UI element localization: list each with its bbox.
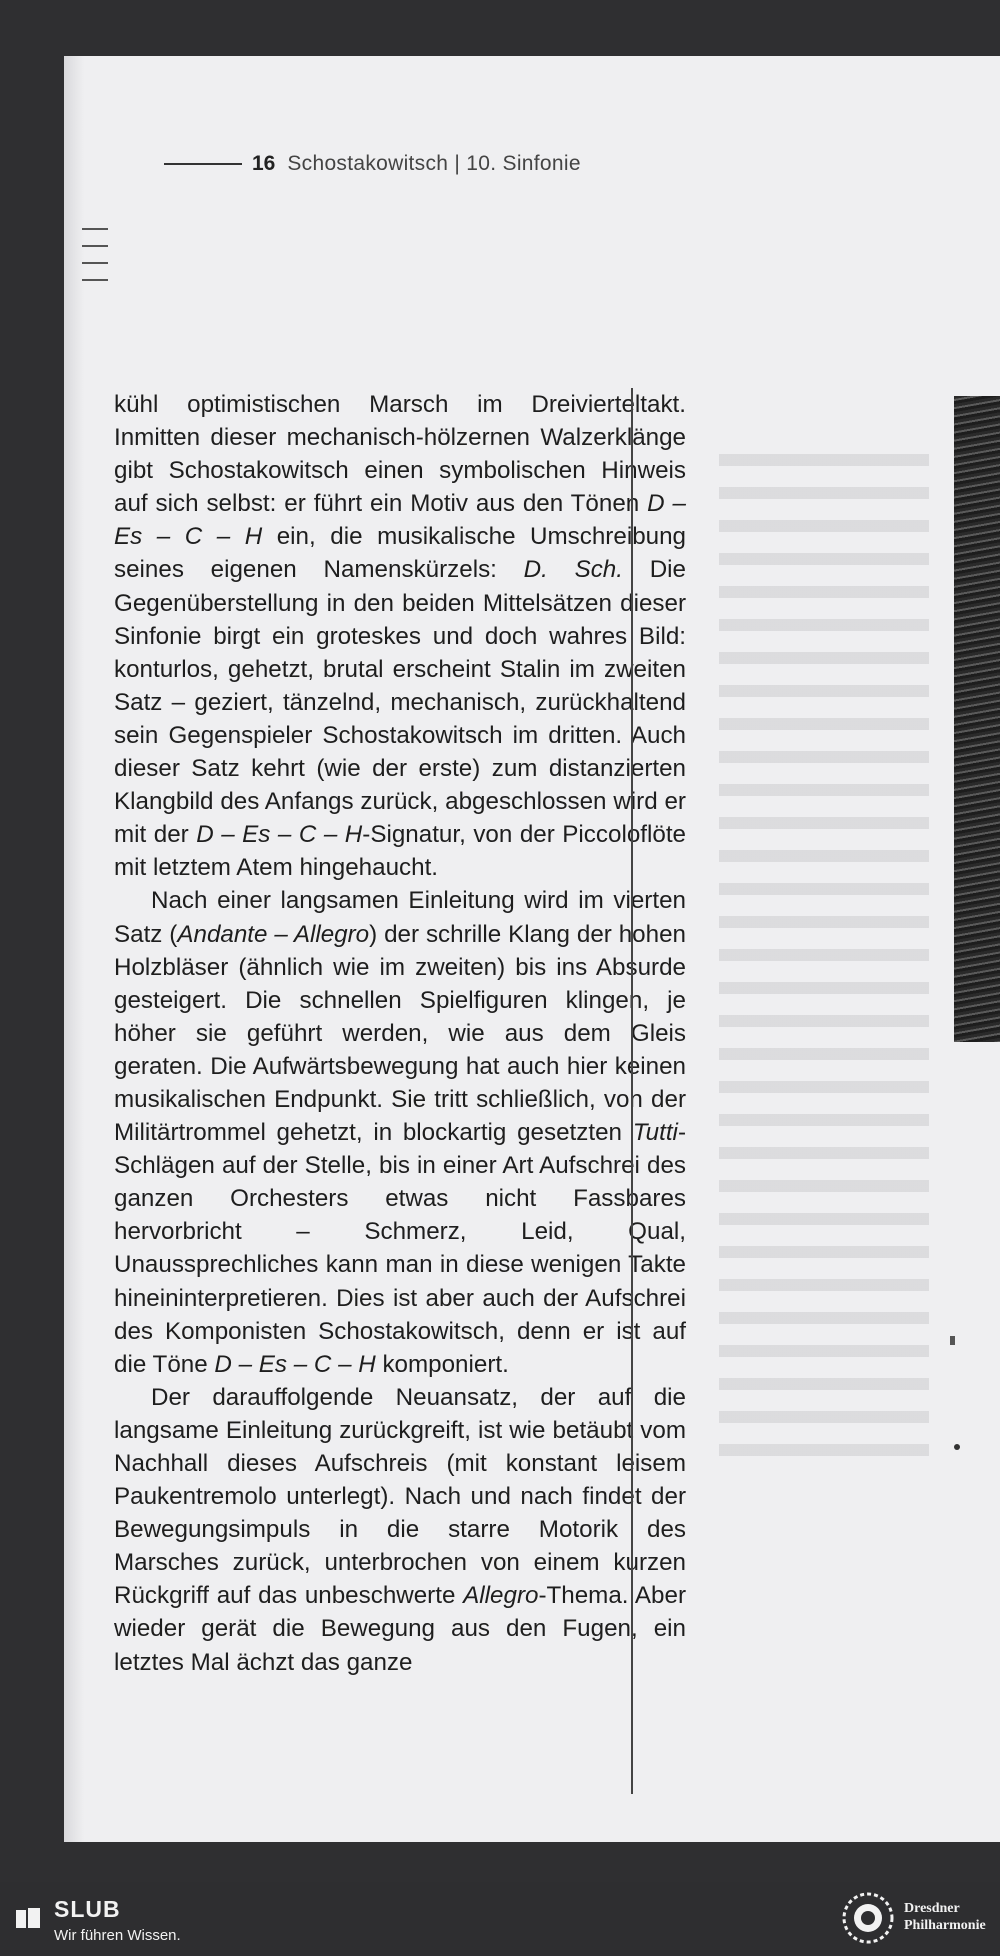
running-title: Schostakowitsch | 10. Sinfonie: [287, 152, 581, 175]
italic-run: D – Es – C – H: [196, 821, 363, 849]
philharmonie-logo-text: [904, 1900, 1000, 1934]
running-header: [164, 144, 581, 184]
text-run: kühl optimistischen Marsch im Dreivierteltakt. Inmitten dieser mechanisch-hölzernen Walzerklänge gibt Schostakowitsch einen symbolischen Hinweis auf sich selbst: er führt ein Motiv aus den Tönen: [114, 391, 686, 518]
paragraph: [114, 884, 686, 1380]
italic-run: Allegro: [463, 1582, 539, 1610]
page-gutter: [64, 56, 84, 1842]
slub-logo-text[interactable]: SLUB: [54, 1896, 121, 1922]
philharmonie-logo-icon[interactable]: [842, 1892, 894, 1944]
italic-run: D. Sch.: [523, 556, 623, 584]
partner-line1: Dresdner: [904, 1901, 960, 1916]
italic-run: Tutti: [632, 1119, 678, 1147]
partner-line2: Philharmonie: [904, 1918, 986, 1933]
header-rule: [164, 163, 242, 165]
italic-run: D – Es – C – H: [114, 490, 687, 551]
book-icon: [16, 1908, 40, 1928]
text-run: -Thema. Aber wieder gerät die Bewegung aus den Fugen, ein letztes Mal ächzt das ganze: [114, 1582, 686, 1676]
italic-run: D – Es – C – H: [214, 1350, 376, 1378]
document-page: [64, 56, 1000, 1842]
paragraph: [114, 1381, 686, 1679]
paragraph: [114, 388, 686, 884]
adjacent-page-photo: [954, 396, 1000, 1042]
show-through-text: [719, 436, 929, 1476]
text-run: Die Gegenüberstellung in den beiden Mittelsätzen dieser Sinfonie birgt ein groteskes und doch wahres Bild: konturlos, gehetzt, brutal erscheint Stalin im zweiten Satz – geziert, tänzelnd, mechanisch, zurückhaltend sein Gegenspieler Schostakowitsch im dritten. Auch dieser Satz kehrt (wie der erste) zum distanzierten Klangbild des Anfangs zurück, abgeschlossen wird er mit der: [114, 556, 687, 849]
page-number: 16: [252, 152, 276, 175]
margin-bars: [82, 228, 108, 296]
viewer-footer: [0, 1882, 1000, 1956]
speck: [950, 1336, 955, 1345]
text-run: Nach einer langsamen Einleitung wird im vierten Satz (: [114, 887, 686, 948]
slub-tagline: Wir führen Wissen.: [54, 1927, 181, 1944]
italic-run: Andante – Allegro: [177, 920, 370, 948]
text-run: -Signatur, von der Piccoloflöte mit letztem Atem hingehaucht.: [114, 821, 686, 882]
body-text: [114, 388, 686, 1679]
text-run: Der darauffolgende Neuansatz, der auf die langsame Einleitung zurückgreift, ist wie betäubt vom Nachhall dieses Aufschreis (mit konstant leisem Paukentremolo unterlegt). Nach und nach findet der Bewegungsimpuls in die starre Motorik des Marsches zurück, unterbrochen von einem kurzen Rückgriff auf das unbeschwerte: [114, 1383, 686, 1610]
text-run: ) der schrille Klang der hohen Holzbläser (ähnlich wie im zweiten) bis ins Absurde gesteigert. Die schnellen Spielfiguren klingen, je höher sie geführt werden, wie aus dem Gleis geraten. Die Aufwärtsbewegung hat auch hier keinen musikalischen Endpunkt. Sie tritt schließlich, von der Militärtrommel gehetzt, in blockartig gesetzten: [114, 920, 686, 1147]
column-rule: [631, 388, 633, 1794]
text-run: ein, die musikalische Umschreibung seines eigenen Namenskürzels:: [114, 523, 686, 584]
text-run: -Schlägen auf der Stelle, bis in einer Art Aufschrei des ganzen Orchesters etwas nicht Fassbares hervorbricht – Schmerz, Leid, Qual, Unaussprechliches kann man in diese wenigen Takte hineininterpretieren. Dies ist aber auch der Aufschrei des Komponisten Schostakowitsch, denn er ist auf die Töne: [114, 1119, 686, 1378]
speck: [954, 1444, 960, 1450]
text-run: komponiert.: [375, 1350, 509, 1378]
